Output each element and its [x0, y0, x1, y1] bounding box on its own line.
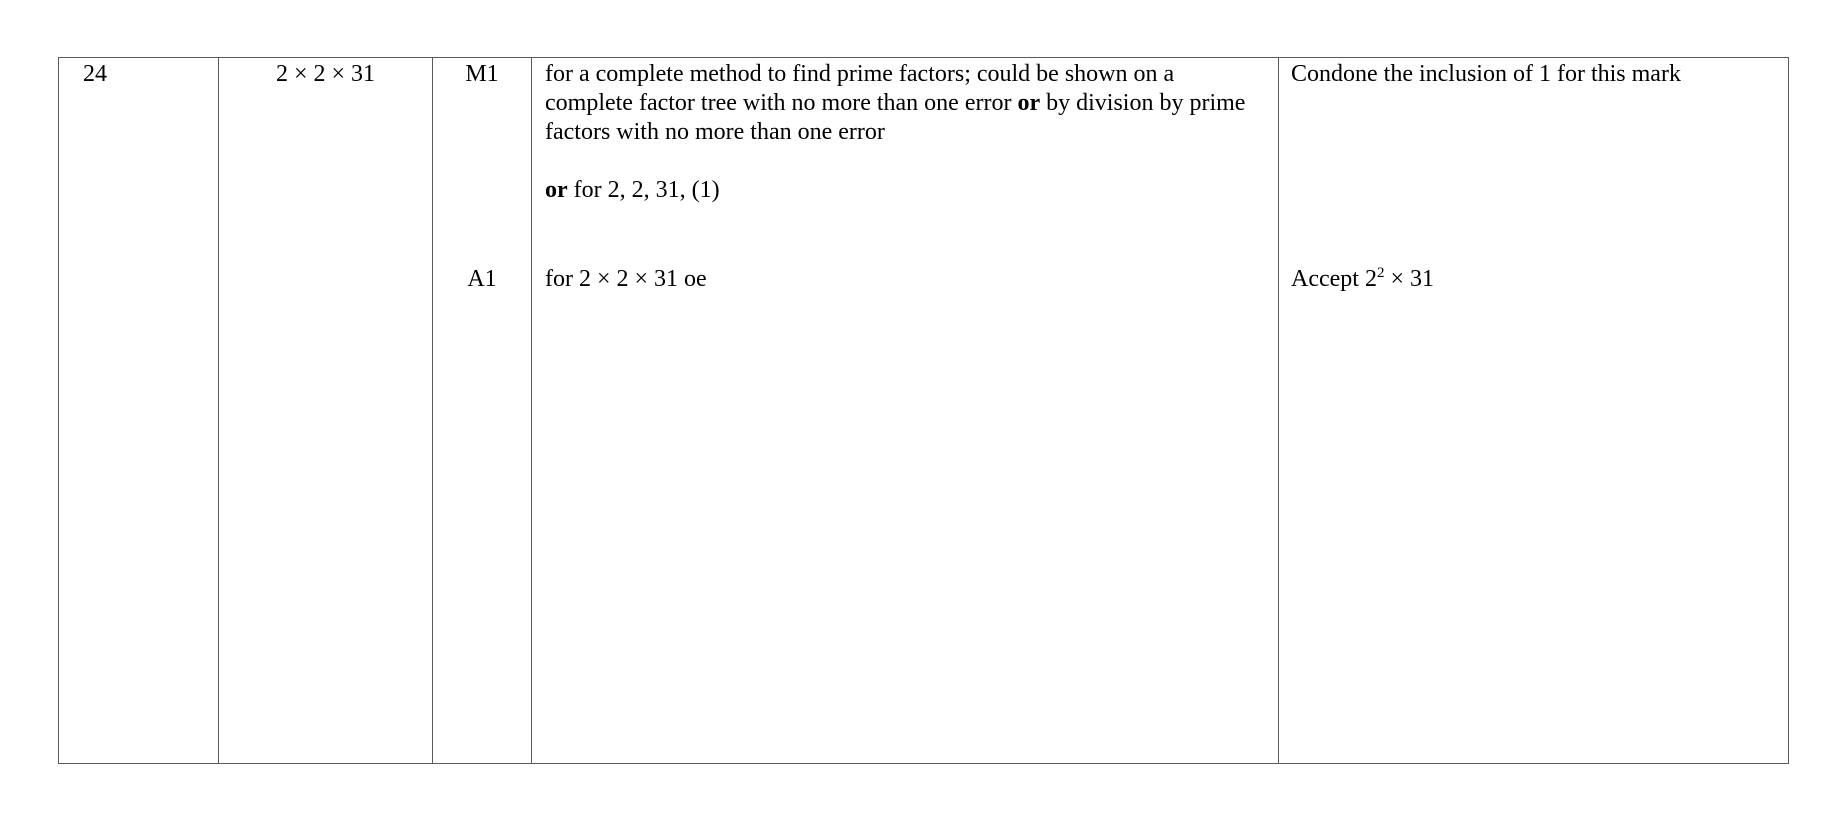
note-m1-part3: for 2, 2, 31, (1) — [573, 177, 720, 203]
answer-cell — [219, 58, 433, 764]
note-or-emphasis: or — [1017, 90, 1041, 116]
question-number: 24 — [83, 61, 107, 87]
guidance-a1 — [1291, 265, 1778, 294]
mark-a1: A1 — [467, 266, 497, 292]
guidance-a1-prefix: Accept 2 — [1291, 266, 1377, 292]
note-m1-part1: for a complete method to find prime factors; could be shown on a complete factor tree with no more than one error — [545, 61, 1175, 116]
additional-guidance-cell — [1279, 58, 1789, 764]
table-row — [59, 58, 1789, 764]
note-m1-alternative — [545, 176, 1268, 205]
guidance-a1-superscript: 2 — [1376, 265, 1385, 281]
mark-m1: M1 — [465, 61, 499, 87]
note-a1: for 2 × 2 × 31 oe — [545, 266, 707, 292]
mark-cell — [433, 58, 532, 764]
answer-text: 2 × 2 × 31 — [275, 61, 376, 87]
guidance-a1-suffix: × 31 — [1384, 266, 1435, 292]
note-m1-method — [545, 60, 1268, 147]
mark-scheme-table — [58, 57, 1789, 764]
question-number-cell — [59, 58, 219, 764]
note-m1-part2: by division by prime factors with no more than one error — [545, 90, 1246, 145]
guidance-m1: Condone the inclusion of 1 for this mark — [1291, 61, 1681, 87]
note-or-emphasis-2: or — [545, 177, 568, 203]
mark-scheme-notes-cell — [532, 58, 1279, 764]
